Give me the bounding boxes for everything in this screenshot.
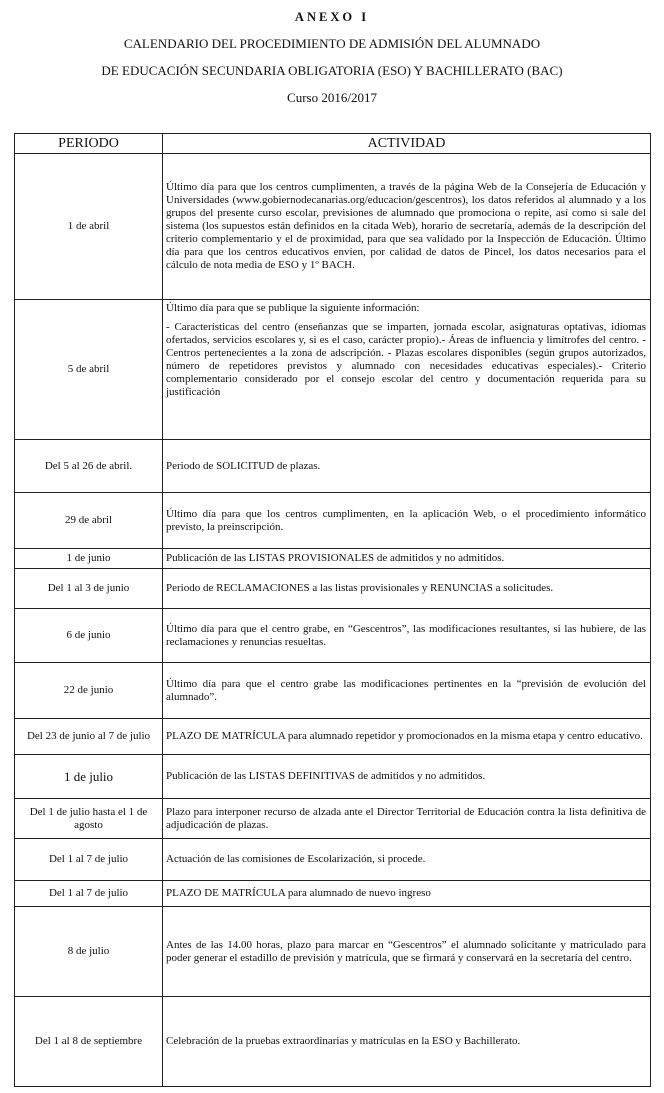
row-actividad: Último día para que los centros cumplimenten, en la aplicación Web, o el procedimiento informático previsto, la preinscripción. [163, 493, 651, 549]
table-row [15, 663, 651, 719]
row-actividad [163, 300, 651, 440]
row-periodo: 1 de junio [15, 549, 163, 569]
row-periodo: Del 1 de julio hasta el 1 de agosto [15, 799, 163, 839]
row-periodo: Del 1 al 8 de septiembre [15, 997, 163, 1087]
row-actividad: Último día para que el centro grabe, en “Gescentros”, las modificaciones resultantes, si las hubiere, de las reclamaciones y renuncias resueltas. [163, 609, 651, 663]
column-header-actividad: ACTIVIDAD [163, 134, 651, 154]
row-periodo: Del 1 al 7 de julio [15, 839, 163, 881]
column-header-periodo: PERIODO [15, 134, 163, 154]
row-actividad-list: - Características del centro (enseñanzas que se imparten, jornada escolar, asignaturas optativas, idiomas ofertados, servicios escolares y, si es el caso, carácter propio).- Áreas de influencia y limítrofes del centro. - Centros pertenecientes a la zona de adscripción. - Plazas escolares disponibles (según grupos autorizados, número de repetidores previstos y alumnado con necesidades educativas especiales).- Criterio complementario considerado por el consejo escolar del centro y documentación requerida para su justificación [166, 321, 646, 398]
row-actividad: Celebración de la pruebas extraordinarias y matrículas en la ESO y Bachillerato. [163, 997, 651, 1087]
row-actividad: Actuación de las comisiones de Escolarización, si procede. [163, 839, 651, 881]
row-actividad: Periodo de SOLICITUD de plazas. [163, 440, 651, 493]
document-title-line-1: CALENDARIO DEL PROCEDIMIENTO DE ADMISIÓN DEL ALUMNADO [123, 36, 541, 51]
row-actividad: Plazo para interponer recurso de alzada ante el Director Territorial de Educación contra la lista definitiva de adjudicación de plazas. [163, 799, 651, 839]
row-actividad: PLAZO DE MATRÍCULA para alumnado repetidor y promocionados en la misma etapa y centro educativo. [163, 719, 651, 755]
row-periodo: 1 de julio [15, 755, 163, 799]
table-row [15, 154, 651, 300]
row-periodo: Del 1 al 7 de julio [15, 881, 163, 907]
table-row [15, 799, 651, 839]
row-actividad: Publicación de las LISTAS PROVISIONALES de admitidos y no admitidos. [163, 549, 651, 569]
row-periodo: 8 de julio [15, 907, 163, 997]
row-periodo: 6 de junio [15, 609, 163, 663]
table-row [15, 881, 651, 907]
document-title-line-2: DE EDUCACIÓN SECUNDARIA OBLIGATORIA (ESO) Y BACHILLERATO (BAC) [101, 63, 563, 78]
row-periodo: 22 de junio [15, 663, 163, 719]
table-row [15, 907, 651, 997]
table-row [15, 549, 651, 569]
row-periodo: Del 5 al 26 de abril. [15, 440, 163, 493]
table-row [15, 839, 651, 881]
course-year: Curso 2016/2017 [287, 90, 377, 105]
table-row [15, 609, 651, 663]
table-row [15, 997, 651, 1087]
row-periodo: Del 1 al 3 de junio [15, 569, 163, 609]
table-row [15, 300, 651, 440]
table-row [15, 719, 651, 755]
row-actividad: PLAZO DE MATRÍCULA para alumnado de nuevo ingreso [163, 881, 651, 907]
table-row [15, 755, 651, 799]
table-row [15, 493, 651, 549]
row-actividad: Antes de las 14.00 horas, plazo para marcar en “Gescentros” el alumnado solicitante y matriculado para poder generar el estadillo de previsión y matrícula, que se firmará y conservará en la secretaría del centro. [163, 907, 651, 997]
row-periodo: Del 23 de junio al 7 de julio [15, 719, 163, 755]
row-actividad: Publicación de las LISTAS DEFINITIVAS de admitidos y no admitidos. [163, 755, 651, 799]
row-actividad: Periodo de RECLAMACIONES a las listas provisionales y RENUNCIAS a solicitudes. [163, 569, 651, 609]
table-row [15, 440, 651, 493]
row-periodo: 1 de abril [15, 154, 163, 300]
row-periodo: 29 de abril [15, 493, 163, 549]
admission-calendar-table [14, 133, 651, 1087]
row-actividad: Último día para que los centros cumplimenten, a través de la página Web de la Consejería de Educación y Universidades (www.gobiernodecanarias.org/educacion/gescentros), los datos referidos al alumnado y a los grupos del presente curso escolar, previsiones de alumnado que promociona o repite, así como si sale del sistema (los supuestos están definidos en la citada Web), horario de secretaría, además de la descripción del criterio complementario y el de proximidad, para que sea validado por la Inspección de Educación. Último día para que los centros educativos envíen, por calidad de datos de Pincel, los datos necesarios para el cálculo de nota media de ESO y 1º BACH. [163, 154, 651, 300]
table-row [15, 569, 651, 609]
row-actividad-intro: Último día para que se publique la siguiente información: [166, 302, 420, 314]
row-actividad: Último día para que el centro grabe las modificaciones pertinentes en la “previsión de evolución del alumnado”. [163, 663, 651, 719]
annex-title: ANEXO I [294, 10, 370, 24]
table-header-row [15, 134, 651, 154]
row-periodo: 5 de abril [15, 300, 163, 440]
